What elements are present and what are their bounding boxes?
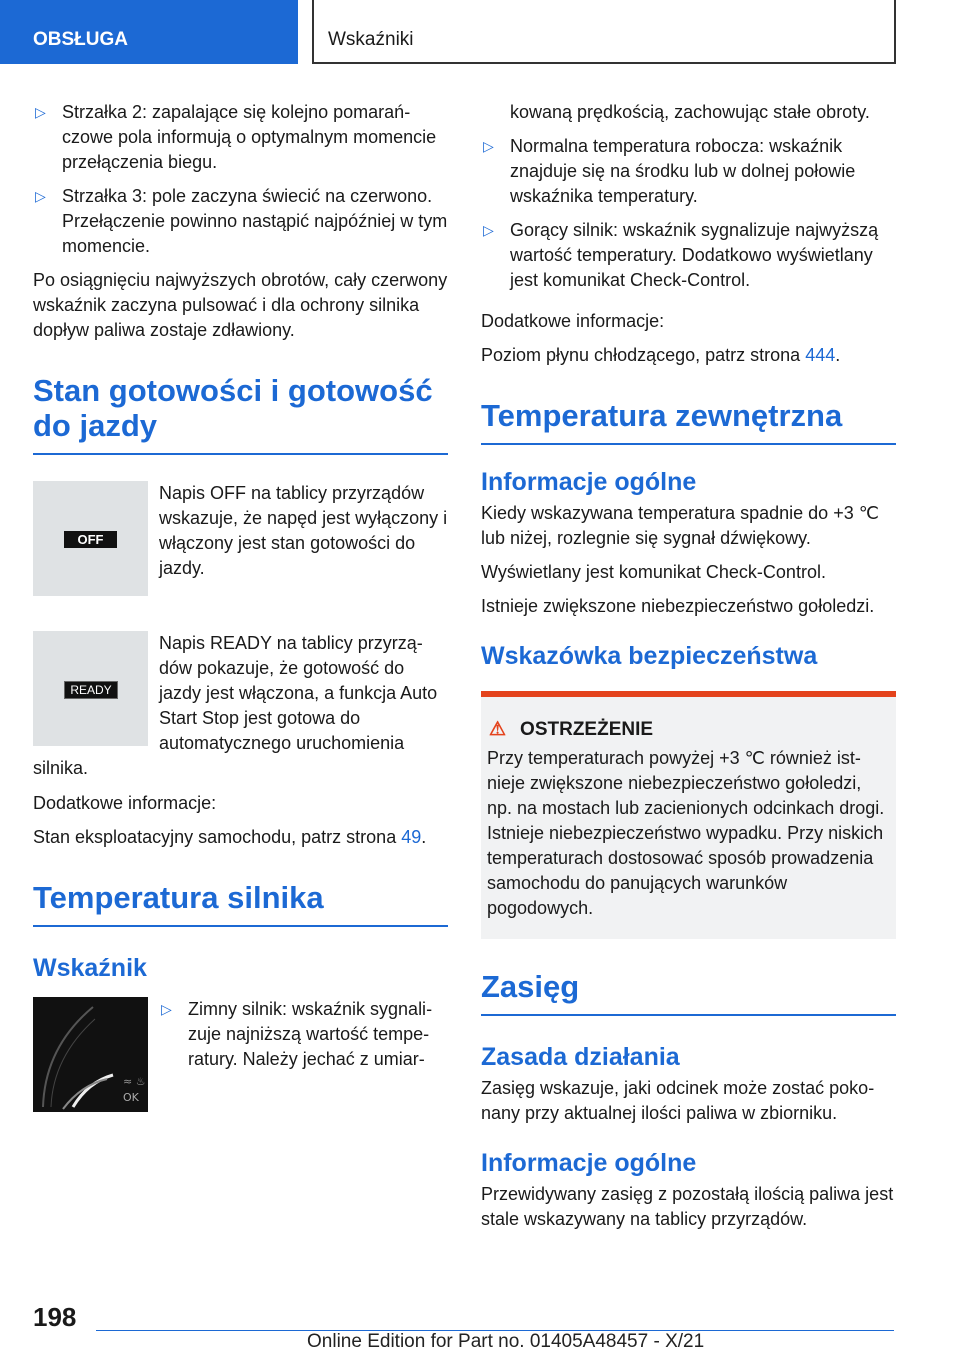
cross-reference: Stan eksploatacyjny samochodu, patrz strona 49. <box>33 827 427 847</box>
list-item-continuation: kowaną prędkością, zachowując stałe obroty. <box>510 102 870 122</box>
paragraph: Istnieje zwiększone niebezpieczeństwo gołoledzi. <box>481 596 875 616</box>
heading-engine-temperature: Temperatura silnika <box>33 880 448 927</box>
gauge-ok-label: OK <box>123 1091 139 1104</box>
list-item: ▷ Gorący silnik: wskaźnik sygnalizuje najwyższą wartość temperatury. Dodatkowo wyświetlany jest komunikat Check-Control. <box>483 220 879 290</box>
off-indicator-image <box>33 481 148 596</box>
triangle-bullet-icon: ▷ <box>483 138 494 154</box>
ready-indicator-image <box>33 631 148 746</box>
heading-general-info-2: Informacje ogólne <box>481 1149 697 1177</box>
off-indicator-block <box>33 481 448 621</box>
heading-principle: Zasada działania <box>481 1043 680 1071</box>
chapter-tab <box>312 0 896 64</box>
warning-box <box>481 691 896 939</box>
footer-edition: Online Edition for Part no. 01405A48457 - X/21 <box>307 1331 705 1352</box>
page-link-49[interactable]: 49 <box>401 827 422 847</box>
ready-description: Napis READY na tablicy przyrządów pokazuje, że gotowość do jazdy jest włączona, a funkcja Auto Start Stop jest gotowa do automatycznego uruchomienia silnika. <box>33 633 438 778</box>
paragraph: Przewidywany zasięg z pozostałą ilością paliwa jest stale wskazywany na tablicy przyrządów. <box>481 1184 894 1229</box>
paragraph: Zasięg wskazuje, jaki odcinek może zostać pokonany przy aktualnej ilości paliwa w zbiorniku. <box>481 1078 875 1123</box>
ready-badge: READY <box>64 681 118 699</box>
heading-general-info: Informacje ogólne <box>481 468 697 496</box>
cross-reference: Poziom płynu chłodzącego, patrz strona 444. <box>481 345 841 365</box>
paragraph: Po osiągnięciu najwyższych obrotów, cały czerwony wskaźnik zaczyna pulsować i dla ochrony silnika dopływ paliwa zostaje zdławiony. <box>33 270 448 340</box>
ready-indicator-block <box>33 631 448 781</box>
section-title: OBSŁUGA <box>33 29 128 50</box>
off-description: Napis OFF na tablicy przyrządów wskazuje, że napęd jest wyłączony i włączony jest stan gotowości do jazdy. <box>159 483 448 578</box>
list-item: ▷ Normalna temperatura robocza: wskaźnik znajduje się na środku lub w dolnej połowie wskaźnika temperatury. <box>483 136 856 206</box>
svg-text:≈ ♨: ≈ ♨ <box>123 1075 146 1088</box>
right-column <box>481 100 896 1241</box>
triangle-bullet-icon: ▷ <box>161 1001 172 1017</box>
temperature-gauge-image <box>33 997 148 1112</box>
chapter-title: Wskaźniki <box>328 29 414 50</box>
heading-outside-temperature: Temperatura zewnętrzna <box>481 398 896 445</box>
heading-indicator: Wskaźnik <box>33 954 147 982</box>
more-info-label: Dodatkowe informacje: <box>481 311 665 331</box>
heading-ready: Stan gotowości i gotowość do jazdy <box>33 373 448 455</box>
off-badge: OFF <box>64 531 117 548</box>
triangle-bullet-icon: ▷ <box>35 188 46 204</box>
paragraph: Kiedy wskazywana temperatura spadnie do +3 ℃ lub niżej, rozlegnie się sygnał dźwiękowy. <box>481 503 879 548</box>
section-tab <box>0 0 298 64</box>
left-column <box>33 100 448 1118</box>
list-item: ▷ Strzałka 2: zapalające się kolejno pomarańczowe pola informują o optymalnym momencie przełączenia biegu. <box>35 102 437 172</box>
more-info-label: Dodatkowe informacje: <box>33 793 217 813</box>
page-number: 198 <box>33 1302 77 1332</box>
heading-safety-note: Wskazówka bezpieczeństwa <box>481 642 818 670</box>
warning-title: ⚠ OSTRZEŻENIE <box>489 719 654 740</box>
triangle-bullet-icon: ▷ <box>35 104 46 120</box>
list-item: ▷ Strzałka 3: pole zaczyna świecić na czerwono. Przełączenie powinno nastąpić najpóźniej w tym momencie. <box>35 186 448 256</box>
warning-triangle-icon: ⚠ <box>489 719 507 740</box>
triangle-bullet-icon: ▷ <box>483 222 494 238</box>
temperature-gauge-block <box>33 997 448 1104</box>
paragraph: Wyświetlany jest komunikat Check-Control. <box>481 562 826 582</box>
page-link-444[interactable]: 444 <box>805 345 836 365</box>
heading-range: Zasięg <box>481 969 896 1016</box>
list-item: ▷ Zimny silnik: wskaźnik sygnalizuje najniższą wartość temperatury. Należy jechać z umiar- <box>161 999 433 1069</box>
warning-text: Przy temperaturach powyżej +3 ℃ również istnieje zwiększone niebezpieczeństwo gołoledzi, np. na mostach lub zacienionych odcinkach drogi. Istnieje niebezpieczeństwo wypadku. Przy niskich temperaturach dostosować sposób prowadzenia samochodu do panujących warunków pogodowych. <box>487 748 885 918</box>
